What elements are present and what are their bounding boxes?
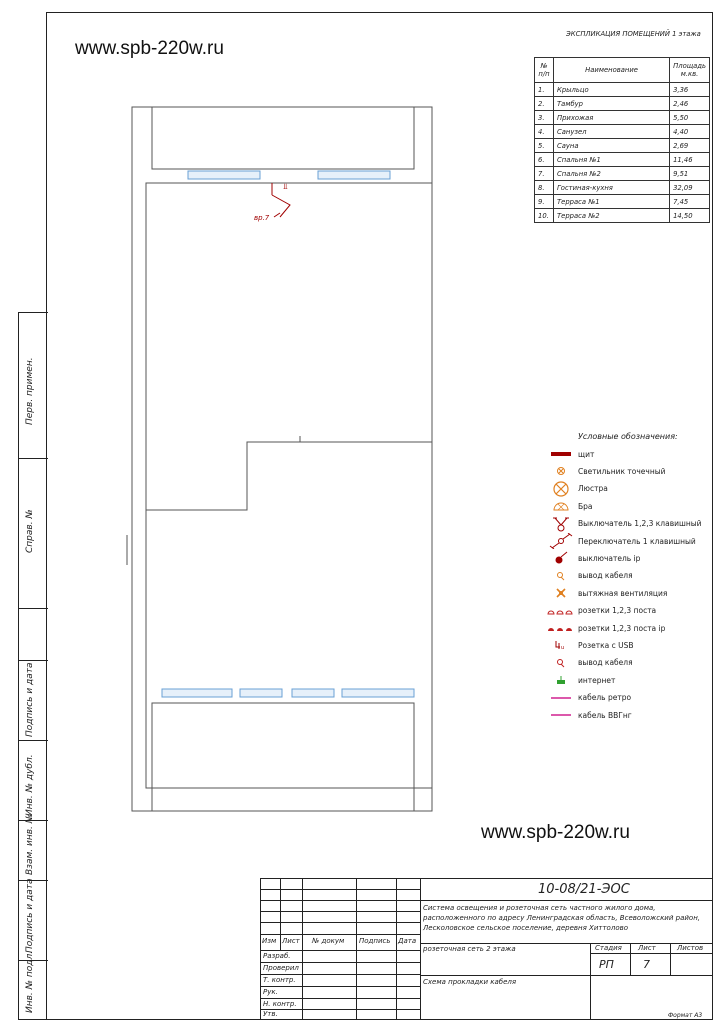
window — [342, 689, 414, 697]
room-area: 14,50 — [670, 209, 710, 223]
watermark-top: www.spb-220w.ru — [75, 38, 224, 59]
switch-icon — [544, 516, 578, 532]
row-number: 5. — [535, 139, 554, 153]
col-header: Наименование — [554, 58, 670, 83]
legend-label: Розетка с USB — [578, 640, 634, 650]
col-izm: Изм — [262, 937, 277, 945]
window — [188, 171, 260, 179]
cable-line-icon — [544, 713, 578, 717]
legend-item — [544, 533, 696, 549]
side-label: Подпись и дата — [25, 878, 35, 953]
role: Проверил — [263, 964, 299, 972]
ip-switch-icon — [544, 551, 578, 565]
usb-socket-icon — [544, 640, 578, 650]
sheet-value: 7 — [643, 958, 650, 971]
table-row — [535, 153, 710, 167]
outer-wall — [132, 107, 432, 811]
floor-plan — [120, 105, 440, 820]
legend-label: Бра — [578, 501, 593, 511]
doc-description: Система освещения и розеточная сеть частного жилого дома, расположенного по адресу Ленинградская область, Всеволожский район, Лесколовское сельское поселение, деревня Хиттолово — [423, 904, 700, 932]
spotlight-icon — [544, 466, 578, 476]
row-number: 2. — [535, 97, 554, 111]
room-area: 2,69 — [670, 139, 710, 153]
sheets-label: Листов — [677, 944, 704, 952]
row-number: 7. — [535, 167, 554, 181]
legend-item — [544, 550, 640, 566]
chandelier-icon — [544, 480, 578, 498]
legend-item — [544, 516, 702, 532]
sheet-title: розеточная сеть 2 этажа — [423, 945, 516, 953]
ventilation-icon — [544, 588, 578, 598]
table-row — [535, 111, 710, 125]
side-label: Справ. № — [25, 509, 35, 553]
legend-item — [544, 568, 633, 584]
col-sign: Подпись — [359, 937, 391, 945]
legend-item — [544, 446, 594, 462]
room-name: Крыльцо — [554, 83, 670, 97]
explication-table — [534, 57, 710, 223]
format-label: Формат А3 — [668, 1012, 703, 1019]
inner-partition — [146, 442, 432, 510]
side-label: Инв. № подл. — [25, 950, 35, 1013]
room-name: Спальня №2 — [554, 167, 670, 181]
legend-label: кабель ВВГнг — [578, 710, 632, 720]
room-area: 11,46 — [670, 153, 710, 167]
row-number: 8. — [535, 181, 554, 195]
side-label: Взам. инв. № — [25, 813, 35, 875]
room-area: 9,51 — [670, 167, 710, 181]
table-row — [535, 83, 710, 97]
title-block — [260, 878, 713, 1020]
window — [292, 689, 334, 697]
legend-label: интернет — [578, 675, 616, 685]
legend-label: вывод кабеля — [578, 571, 633, 581]
room-name: Санузел — [554, 125, 670, 139]
legend-item — [544, 603, 656, 619]
legend-label: Светильник точечный — [578, 466, 666, 476]
panel-icon — [544, 450, 578, 458]
side-label: Подпись и дата — [25, 662, 35, 737]
cable-line-icon — [544, 696, 578, 700]
room-name: Терраса №1 — [554, 195, 670, 209]
socket-icon — [544, 607, 578, 615]
cable-outlet-icon — [544, 658, 578, 668]
row-number: 10. — [535, 209, 554, 223]
table-row — [535, 139, 710, 153]
panel-label: вр.7 — [254, 214, 270, 222]
row-number: 4. — [535, 125, 554, 139]
legend-title: Условные обозначения: — [578, 432, 678, 441]
role: Разраб. — [263, 952, 291, 960]
legend-item — [544, 637, 634, 653]
col-header: Площадь м.кв. — [670, 58, 710, 83]
table-row — [535, 181, 710, 195]
row-number: 3. — [535, 111, 554, 125]
role: Н. контр. — [263, 1000, 297, 1008]
side-cell — [19, 608, 48, 660]
bottom-terrace — [152, 703, 414, 811]
legend-item — [544, 498, 593, 514]
table-row — [535, 209, 710, 223]
room-name: Тамбур — [554, 97, 670, 111]
legend-label: вывод кабеля — [578, 658, 633, 668]
legend-item — [544, 707, 632, 723]
room-area: 2,46 — [670, 97, 710, 111]
cable — [272, 195, 290, 217]
side-label: Инв. № дубл. — [25, 754, 35, 816]
room-name: Гостиная-кухня — [554, 181, 670, 195]
legend-label: Выключатель 1,2,3 клавишный — [578, 519, 702, 529]
col-header: № п/п — [535, 58, 554, 83]
legend-label: выключатель ip — [578, 553, 641, 563]
legend-label: розетки 1,2,3 поста — [578, 606, 657, 616]
legend-label: кабель ретро — [578, 693, 632, 703]
internet-icon — [544, 675, 578, 685]
legend-item — [544, 655, 633, 671]
sheet-label: Лист — [638, 944, 656, 952]
row-number: 1. — [535, 83, 554, 97]
watermark-bottom: www.spb-220w.ru — [481, 822, 630, 843]
room-name: Прихожая — [554, 111, 670, 125]
row-number: 6. — [535, 153, 554, 167]
room-area: 3,36 — [670, 83, 710, 97]
legend-label: щит — [578, 449, 595, 459]
sconce-icon — [544, 501, 578, 511]
table-row — [535, 97, 710, 111]
top-terrace — [152, 107, 414, 169]
doc-code: 10-08/21-ЭОС — [538, 882, 630, 897]
col-doc: № докум — [312, 937, 345, 945]
stage-value: РП — [599, 958, 614, 971]
row-number: 9. — [535, 195, 554, 209]
legend-item — [544, 690, 631, 706]
legend-item — [544, 481, 608, 497]
side-stamp — [18, 312, 48, 1020]
role: Утв. — [263, 1010, 278, 1018]
window — [162, 689, 232, 697]
stage-label: Стадия — [595, 944, 622, 952]
cable-outlet-icon — [544, 571, 578, 581]
legend-item — [544, 463, 666, 479]
room-area: 32,09 — [670, 181, 710, 195]
room-name: Сауна — [554, 139, 670, 153]
room-name: Терраса №2 — [554, 209, 670, 223]
legend-label: Люстра — [578, 484, 608, 494]
svg-text:u: u — [561, 645, 565, 651]
room-name: Спальня №1 — [554, 153, 670, 167]
col-list: Лист — [282, 937, 300, 945]
table-row — [535, 125, 710, 139]
col-date: Дата — [398, 937, 417, 945]
drawing-title: Схема прокладки кабеля — [423, 978, 517, 986]
table-row — [535, 167, 710, 181]
room-area: 5,50 — [670, 111, 710, 125]
legend-label: розетки 1,2,3 поста ip — [578, 623, 666, 633]
toggle-switch-icon — [544, 533, 578, 549]
legend-item — [544, 620, 665, 636]
window — [240, 689, 282, 697]
role: Т. контр. — [263, 976, 296, 984]
room-area: 4,40 — [670, 125, 710, 139]
explication-title: ЭКСПЛИКАЦИЯ ПОМЕЩЕНИЙ 1 этажа — [566, 30, 701, 38]
socket-ip-icon — [544, 624, 578, 632]
legend-item — [544, 585, 667, 601]
room-area: 7,45 — [670, 195, 710, 209]
panel-icon — [274, 213, 280, 217]
legend-item — [544, 672, 615, 688]
table-row — [535, 195, 710, 209]
side-label: Перв. примен. — [25, 357, 35, 425]
socket-icon: ⫫ — [283, 182, 288, 191]
window — [318, 171, 390, 179]
legend-label: вытяжная вентиляция — [578, 588, 668, 598]
role: Рук. — [263, 988, 278, 996]
legend-label: Переключатель 1 клавишный — [578, 536, 696, 546]
